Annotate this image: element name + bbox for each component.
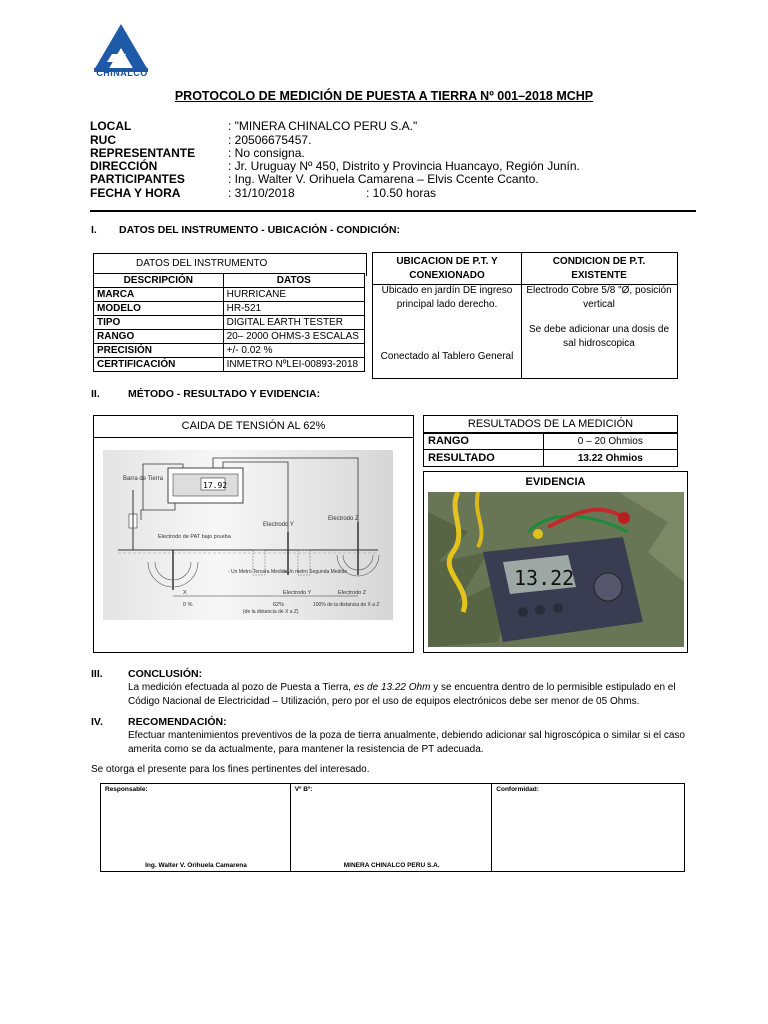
resultados-resultado-label: RESULTADO [424,450,544,467]
signature-vb-cell [290,784,492,872]
row-value: 20– 2000 OHMS-3 ESCALAS [223,330,364,344]
row-value: HURRICANE [223,288,364,302]
table-row [94,288,365,302]
conclusion-text-a: La medición efectuada al pozo de Puesta a Tierra, [128,682,354,693]
label-direccion: DIRECCIÓN [90,159,158,173]
ubicacion-condicion-box [372,252,678,379]
instrument-table-heading: DATOS DEL INSTRUMENTO [136,258,268,269]
signature-responsable-label: Responsable: [105,786,148,793]
condicion-text: Electrodo Cobre 5/8 "Ø, posición vertical [526,285,672,310]
instrument-col-datos: DATOS [223,274,364,288]
table-row [94,330,365,344]
caida-tension-diagram [103,450,393,620]
row-value: DIGITAL EARTH TESTER [223,316,364,330]
section-3-number: III. [91,668,103,680]
ubicacion-text: Ubicado en jardín DE ingreso principal lado derecho. [381,285,513,310]
row-key: MARCA [94,288,224,302]
caida-title: CAIDA DE TENSIÓN AL 62% [181,420,326,432]
table-row [94,344,365,358]
section-3-title: CONCLUSIÓN: [128,668,203,680]
diagram-x: X [183,590,187,596]
row-key: TIPO [94,316,224,330]
row-key: RANGO [94,330,224,344]
diagram-barra: Barra de Tierra [123,476,164,482]
signature-conformidad-cell [492,784,685,872]
diagram-ey: Electrodo Y [283,590,312,596]
row-value: +/- 0.02 % [223,344,364,358]
instrument-col-descripcion: DESCRIPCIÓN [94,274,224,288]
diagram-electrodo-y: Electrodo Y [263,522,294,528]
diagram-electrodo-z: Electrodo Z [328,516,359,522]
row-key: PRECISIÓN [94,344,224,358]
diagram-pct100: 100% de la distancia de X a Z [313,602,380,608]
section-1-title: DATOS DEL INSTRUMENTO - UBICACIÓN - CONDICIÓN: [119,224,400,236]
row-key: MODELO [94,302,224,316]
resultados-title: RESULTADOS DE LA MEDICIÓN [467,418,634,430]
diagram-tercera: - Un Metro Tercera Medida [228,569,288,575]
table-row [94,316,365,330]
resultados-rango-value: 0 – 20 Ohmios [543,433,677,450]
diagram-electrodo-pat: Electrodo de PAT bajo prueba [158,534,231,540]
section-4-title: RECOMENDACIÓN: [128,716,227,728]
conclusion-value: es de 13.22 Ohm [353,682,431,693]
row-value: HR-521 [223,302,364,316]
condicion-sal: Se debe adicionar una dosis de sal hidroscopica [528,324,670,349]
document-title: PROTOCOLO DE MEDICIÓN DE PUESTA A TIERRA Nº 001–2018 MCHP [174,89,594,103]
row-key: CERTIFICACIÓN [94,358,224,372]
label-participantes: PARTICIPANTES [90,172,185,186]
resultados-resultado-value: 13.22 Ohmios [543,450,677,467]
resultados-table [423,432,678,467]
condicion-header: CONDICION DE P.T. EXISTENTE [552,256,646,281]
diagram-pct62: 62% [273,602,285,608]
diagram-pct0: 0 % [183,602,193,608]
ubicacion-header: UBICACION DE P.T. Y CONEXIONADO [396,256,498,281]
section-1-number: I. [91,224,97,236]
signature-vb-label: Vº Bº: [294,786,313,793]
label-ruc: RUC [90,133,116,147]
evidencia-title: EVIDENCIA [525,476,586,488]
table-row [94,302,365,316]
recomendacion-text: Efectuar mantenimientos preventivos de la poza de tierra anualmente, debiendo adicionar sal higroscópica o similar si el caso amerita como se da actualmente, para mantener la resistencia de PT adecuada. [128,730,685,755]
conclusion-text [128,681,698,709]
column-divider [521,253,522,378]
caida-header-divider [94,437,413,438]
signature-vb-name: MINERA CHINALCO PERU S.A. [343,862,440,869]
evidencia-photo [428,492,684,647]
label-fecha-hora: FECHA Y HORA [90,186,181,200]
table-row [424,450,678,467]
signature-conformidad-label: Conformidad: [496,786,539,793]
signature-table [100,783,685,872]
value-local: : "MINERA CHINALCO PERU S.A." [228,119,418,133]
table-row [94,358,365,372]
signature-responsable-name: Ing. Walter V. Orihuela Camarena [145,862,247,869]
diagram-pct62-note: (de la distancia de X a Z) [243,609,299,615]
diagram-ez: Electrodo Z [338,590,367,596]
conclusion-text-b: y se encuentra dentro de lo permisible estipulado en el Código Nacional de Electricidad – Utilización, pero por el uso de equipos electrónicos debe ser menor de 05 Ohms. [128,682,676,707]
signature-responsable-cell [101,784,291,872]
section-2-title: MÉTODO - RESULTADO Y EVIDENCIA: [128,388,321,400]
logo-text: CHINALCO [96,68,148,78]
divider [90,210,696,212]
value-direccion: : Jr. Uruguay Nº 450, Distrito y Provincia Huancayo, Región Junín. [228,159,580,173]
instrument-table [93,273,365,372]
value-representante: : No consigna. [228,146,305,160]
section-2-number: II. [91,388,100,400]
value-participantes: : Ing. Walter V. Orihuela Camarena – Elvis Ccente Ccanto. [228,172,539,186]
label-representante: REPRESENTANTE [90,146,196,160]
otorga-text: Se otorga el presente para los fines pertinentes del interesado. [91,764,370,775]
table-row [424,433,678,450]
diagram-segunda: + Un metro Segunda Medida [283,569,348,575]
section-4-number: IV. [91,716,103,728]
meter-reading: 13.22 [514,566,575,590]
resultados-rango-label: RANGO [424,433,544,450]
label-local: LOCAL [90,119,132,133]
diagram-reading: 17.92 [203,481,228,490]
value-hora: : 10.50 horas [366,186,437,200]
row-value: INMETRO NºLEI-00893-2018 [223,358,364,372]
value-fecha: : 31/10/2018 [228,186,295,200]
ubicacion-tablero: Conectado al Tablero General [380,351,514,362]
value-ruc: : 20506675457. [228,133,312,147]
